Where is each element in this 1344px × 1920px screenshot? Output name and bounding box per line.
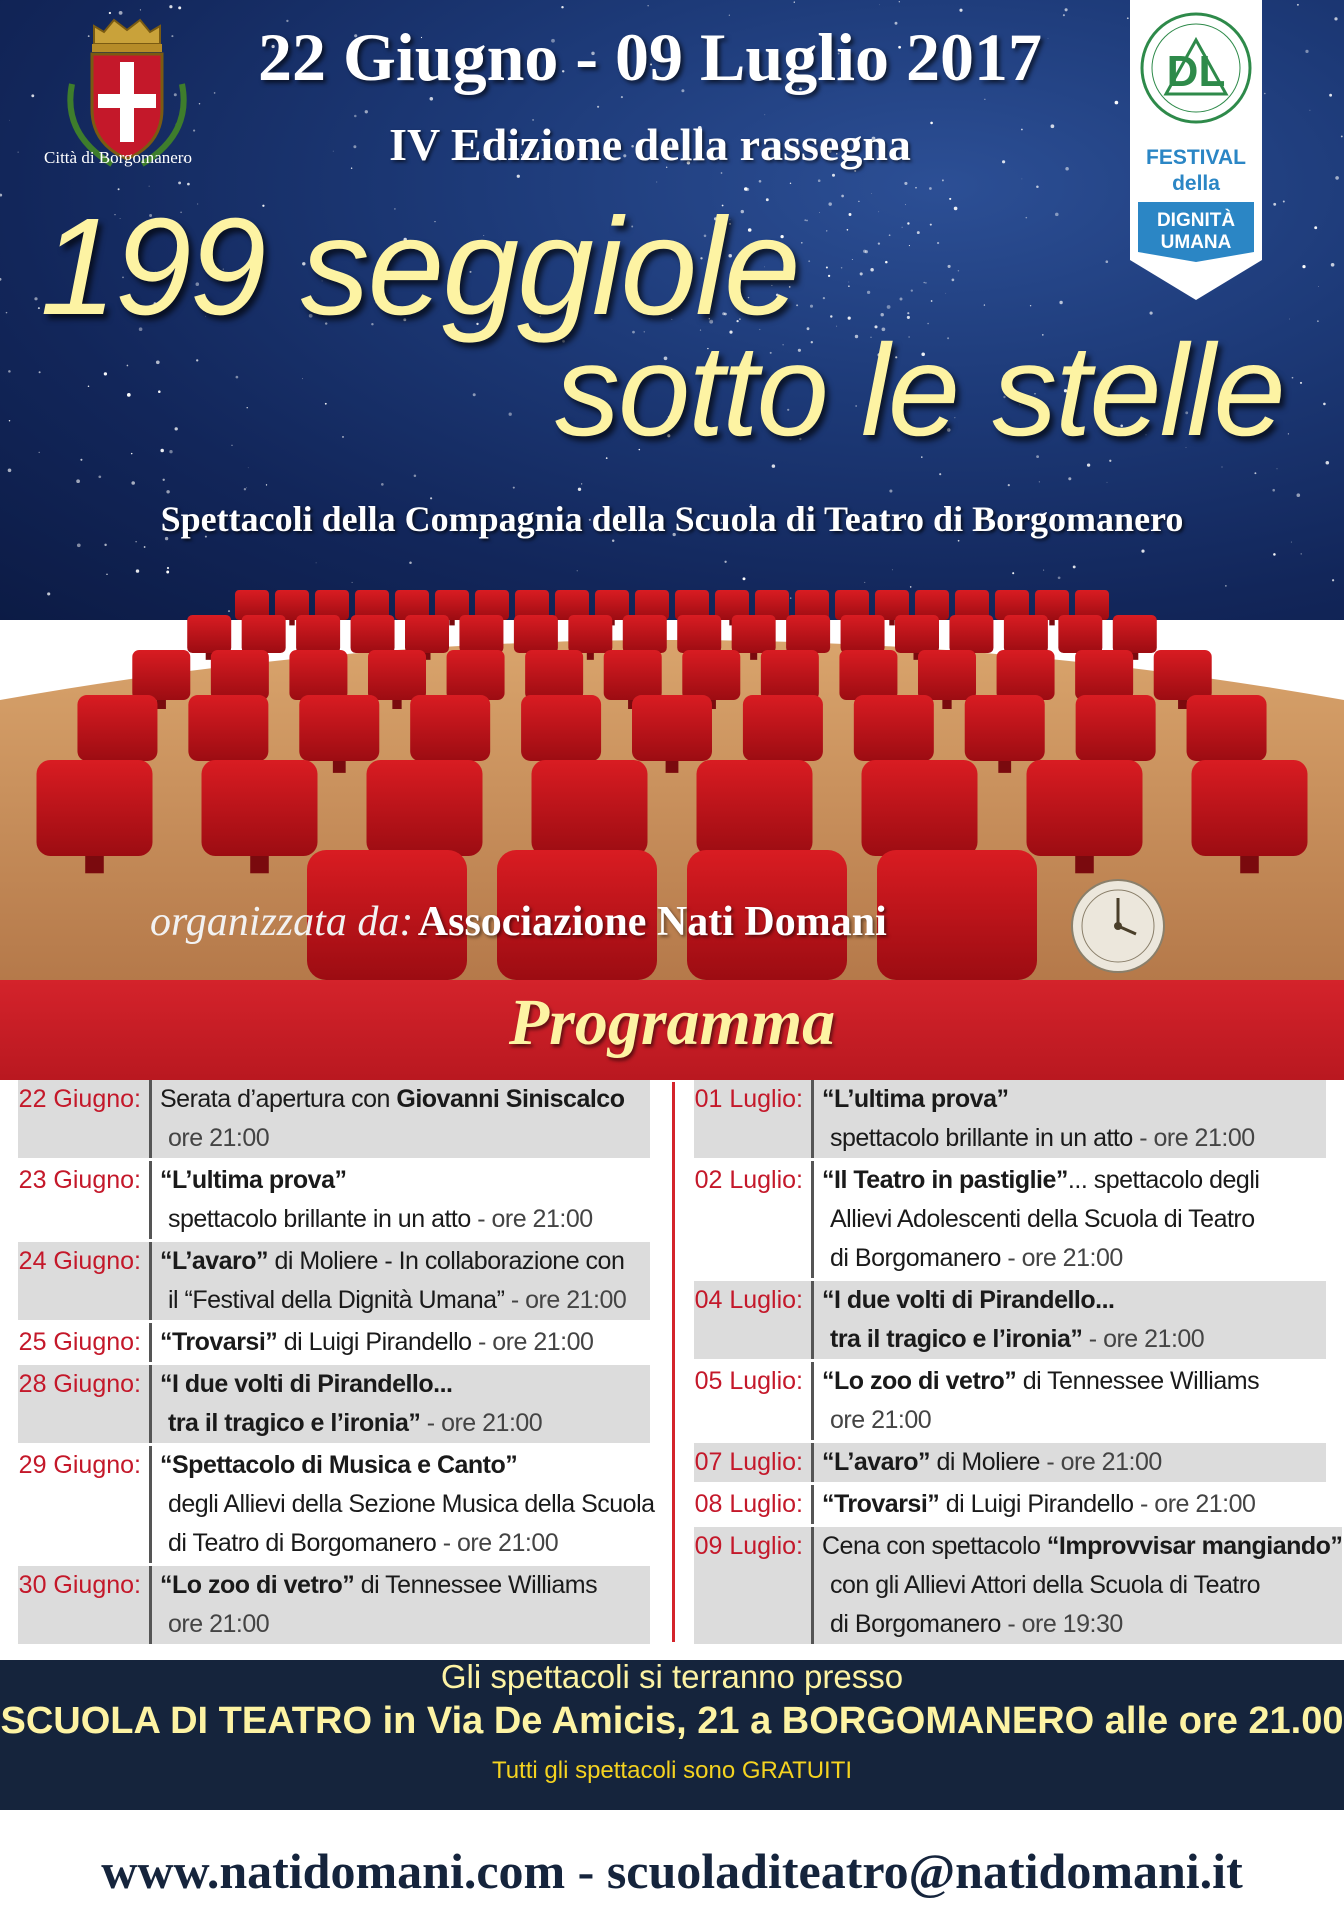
program-description: “Trovarsi” di Luigi Pirandello - ore 21:00 xyxy=(822,1490,1256,1518)
theater-seat xyxy=(918,650,976,700)
organizer-name: Associazione Nati Domani xyxy=(417,899,887,945)
theater-seat xyxy=(1004,615,1048,653)
theater-seat xyxy=(202,760,318,856)
theater-seat xyxy=(367,760,483,856)
program-date: 02 Luglio: xyxy=(694,1161,814,1278)
theater-seat xyxy=(895,615,939,653)
theater-seat xyxy=(877,850,1037,980)
program-row xyxy=(694,1161,1326,1281)
program-description: “L’avaro” di Moliere - In collaborazione con il “Festival della Dignità Umana” - ore 21:00 xyxy=(152,1242,650,1320)
theater-seat xyxy=(997,650,1055,700)
program-description: “I due volti di Pirandello... tra il tragico e l’ironia” - ore 21:00 xyxy=(814,1281,1326,1359)
program-date: 04 Luglio: xyxy=(694,1281,814,1359)
theater-seat xyxy=(697,760,813,856)
program-description: “Spettacolo di Musica e Canto” degli Allievi della Sezione Musica della Scuola di Teatro di Borgomanero - ore 21:00 xyxy=(160,1451,655,1557)
program-date: 07 Luglio: xyxy=(694,1443,814,1482)
program-date: 30 Giugno: xyxy=(18,1566,152,1644)
program-title: Programma xyxy=(508,986,836,1059)
theater-seat xyxy=(965,695,1045,761)
theater-seat xyxy=(677,615,721,653)
program-date: 22 Giugno: xyxy=(18,1080,152,1158)
program-row xyxy=(694,1080,1326,1161)
organizer-prefix: organizzata da: xyxy=(150,899,414,945)
organizer-line xyxy=(150,898,887,946)
program-date: 08 Luglio: xyxy=(694,1485,814,1524)
theater-seat xyxy=(1058,615,1102,653)
program-date: 23 Giugno: xyxy=(18,1161,152,1239)
badge-festival-text: FESTIVAL xyxy=(1146,146,1246,169)
program-description: “L’avaro” di Moliere - ore 21:00 xyxy=(814,1443,1326,1482)
program-row xyxy=(18,1161,650,1242)
program-description: “Trovarsi” di Luigi Pirandello - ore 21:00 xyxy=(160,1328,594,1356)
program-column-june xyxy=(18,1080,655,1647)
theater-seat xyxy=(211,650,269,700)
theater-seat xyxy=(447,650,505,700)
theater-seat xyxy=(532,760,648,856)
theater-seat xyxy=(1192,760,1308,856)
program-row xyxy=(694,1362,1326,1443)
badge-della-text: della xyxy=(1172,172,1220,195)
theater-seat xyxy=(854,695,934,761)
badge-logo-letters: DL xyxy=(1166,47,1226,96)
theater-seat xyxy=(188,695,268,761)
theater-seat xyxy=(786,615,830,653)
theater-seat xyxy=(623,615,667,653)
theater-seat xyxy=(525,650,583,700)
program-date: 28 Giugno: xyxy=(18,1365,152,1443)
program-description: “Lo zoo di vetro” di Tennessee Williams ore 21:00 xyxy=(822,1367,1260,1434)
theater-seat xyxy=(743,695,823,761)
city-label: Città di Borgomanero xyxy=(44,148,192,167)
program-description: Cena con spettacolo “Improvvisar mangiando” con gli Allievi Attori della Scuola di Teatro di Borgomanero - ore 19:30 xyxy=(814,1527,1342,1644)
theater-seat xyxy=(862,760,978,856)
program-description: “Lo zoo di vetro” di Tennessee Williams ore 21:00 xyxy=(152,1566,650,1644)
theater-seat xyxy=(604,650,662,700)
theater-seat xyxy=(368,650,426,700)
theater-seat xyxy=(410,695,490,761)
theater-seat xyxy=(351,615,395,653)
venue-address: SCUOLA DI TEATRO in Via De Amicis, 21 a BORGOMANERO alle ore 21.00 xyxy=(0,1700,1344,1742)
program-row xyxy=(694,1281,1326,1362)
program-description: “L’ultima prova” spettacolo brillante in un atto - ore 21:00 xyxy=(160,1166,593,1233)
program-date: 09 Luglio: xyxy=(694,1527,814,1644)
title-line-2: sotto le stelle xyxy=(555,317,1284,463)
edition-label: IV Edizione della rassegna xyxy=(389,119,911,170)
program-date: 05 Luglio: xyxy=(694,1362,814,1440)
program-row xyxy=(18,1323,650,1365)
festival-badge xyxy=(1130,0,1262,300)
theater-seat xyxy=(1027,760,1143,856)
program-row xyxy=(18,1365,650,1446)
contacts: www.natidomani.com - scuoladiteatro@natidomani.it xyxy=(101,1843,1243,1899)
column-divider xyxy=(672,1082,675,1642)
theater-seat xyxy=(296,615,340,653)
theater-seat xyxy=(632,695,712,761)
theater-seat xyxy=(459,615,503,653)
badge-umana-text: UMANA xyxy=(1160,232,1232,253)
title-line-1: 199 seggiole xyxy=(40,190,799,344)
theater-seat xyxy=(841,615,885,653)
program-description: “Il Teatro in pastiglie”... spettacolo degli Allievi Adolescenti della Scuola di Teatro di Borgomanero - ore 21:00 xyxy=(822,1166,1260,1272)
program-row xyxy=(18,1566,650,1647)
program-description: “I due volti di Pirandello... tra il tragico e l’ironia” - ore 21:00 xyxy=(152,1365,650,1443)
theater-seat xyxy=(132,650,190,700)
theater-seat xyxy=(77,695,157,761)
theater-seat xyxy=(405,615,449,653)
theater-seat xyxy=(1154,650,1212,700)
theater-seat xyxy=(521,695,601,761)
program-row xyxy=(18,1446,655,1566)
free-entry-note: Tutti gli spettacoli sono GRATUITI xyxy=(491,1757,853,1784)
program-row xyxy=(18,1080,650,1161)
theater-seat xyxy=(1187,695,1267,761)
nati-domani-clock-logo-icon xyxy=(1070,878,1166,974)
program-row xyxy=(694,1485,1326,1527)
theater-seat xyxy=(1076,695,1156,761)
program-description: “L’ultima prova” spettacolo brillante in un atto - ore 21:00 xyxy=(814,1080,1326,1158)
theater-seat xyxy=(1075,650,1133,700)
program-row xyxy=(18,1242,650,1323)
theater-seat xyxy=(37,760,153,856)
theater-seat xyxy=(732,615,776,653)
theater-seat xyxy=(839,650,897,700)
program-description: Serata d’apertura con Giovanni Siniscalco ore 21:00 xyxy=(152,1080,650,1158)
theater-seat xyxy=(682,650,740,700)
theater-seat xyxy=(1113,615,1157,653)
theater-seat xyxy=(761,650,819,700)
theater-seat xyxy=(568,615,612,653)
program-column-july xyxy=(694,1080,1343,1647)
program-row xyxy=(694,1527,1343,1647)
theater-seat xyxy=(514,615,558,653)
venue-intro: Gli spettacoli si terranno presso xyxy=(440,1658,904,1695)
badge-dignita-text: DIGNITÀ xyxy=(1156,210,1236,231)
program-date: 24 Giugno: xyxy=(18,1242,152,1320)
event-dates: 22 Giugno - 09 Luglio 2017 xyxy=(257,19,1043,95)
program-row xyxy=(694,1443,1326,1485)
program-date: 25 Giugno: xyxy=(18,1323,152,1362)
theater-seat xyxy=(187,615,231,653)
theater-seat xyxy=(299,695,379,761)
theater-seat xyxy=(949,615,993,653)
theater-seat xyxy=(242,615,286,653)
program-date: 29 Giugno: xyxy=(18,1446,152,1563)
theater-seat xyxy=(289,650,347,700)
program-date: 01 Luglio: xyxy=(694,1080,814,1158)
subtitle: Spettacoli della Compagnia della Scuola di Teatro di Borgomanero xyxy=(160,499,1184,539)
